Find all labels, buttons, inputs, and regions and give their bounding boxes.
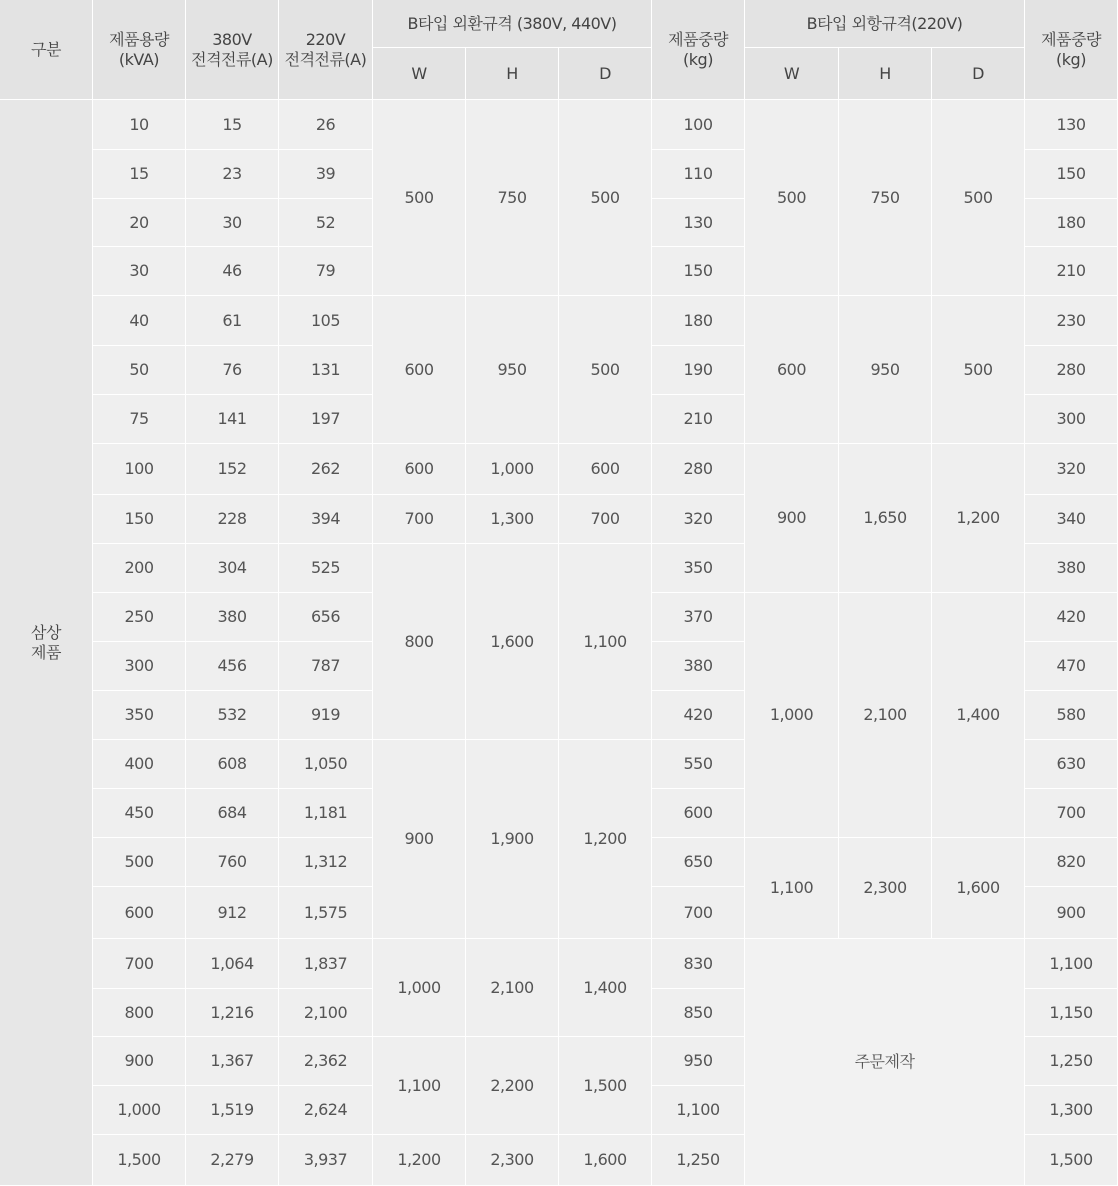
- header-current-220: 220V 전격전류(A): [279, 0, 373, 100]
- header-current-380: 380V 전격전류(A): [186, 0, 279, 100]
- weight-380-cell: 1,100: [652, 1086, 745, 1135]
- weight-220-cell: 1,250: [1025, 1037, 1118, 1086]
- capacity-cell: 900: [93, 1037, 186, 1086]
- dim-380-d-cell: 600: [559, 444, 652, 495]
- weight-380-cell: 420: [652, 691, 745, 740]
- dim-220-d-cell: 1,200: [932, 444, 1025, 593]
- current-220-cell: 26: [279, 100, 373, 150]
- current-220-cell: 2,624: [279, 1086, 373, 1135]
- weight-380-cell: 110: [652, 150, 745, 199]
- capacity-cell: 600: [93, 887, 186, 939]
- current-380-cell: 61: [186, 296, 279, 346]
- dim-380-h-cell: 2,300: [466, 1135, 559, 1186]
- dim-380-h-cell: 950: [466, 296, 559, 444]
- weight-220-cell: 1,150: [1025, 989, 1118, 1037]
- current-380-cell: 1,519: [186, 1086, 279, 1135]
- dim-380-d-cell: 700: [559, 495, 652, 544]
- dim-220-h-cell: 750: [839, 100, 932, 296]
- weight-380-cell: 210: [652, 395, 745, 444]
- dim-380-h-cell: 750: [466, 100, 559, 296]
- weight-220-cell: 470: [1025, 642, 1118, 691]
- dim-220-h-cell: 2,300: [839, 838, 932, 939]
- header-d-380: D: [559, 48, 652, 100]
- dim-220-w-cell: 600: [745, 296, 839, 444]
- current-380-cell: 15: [186, 100, 279, 150]
- current-380-cell: 228: [186, 495, 279, 544]
- header-category: 구분: [0, 0, 93, 100]
- dim-380-w-cell: 700: [373, 495, 466, 544]
- weight-220-cell: 420: [1025, 593, 1118, 642]
- weight-220-cell: 130: [1025, 100, 1118, 150]
- weight-220-cell: 210: [1025, 247, 1118, 296]
- current-380-cell: 141: [186, 395, 279, 444]
- current-380-cell: 304: [186, 544, 279, 593]
- dim-380-w-cell: 1,200: [373, 1135, 466, 1186]
- weight-220-cell: 280: [1025, 346, 1118, 395]
- capacity-cell: 450: [93, 789, 186, 838]
- current-380-cell: 76: [186, 346, 279, 395]
- dim-220-d-cell: 500: [932, 100, 1025, 296]
- current-220-cell: 1,575: [279, 887, 373, 939]
- dim-380-w-cell: 800: [373, 544, 466, 740]
- header-w-220: W: [745, 48, 839, 100]
- weight-380-cell: 150: [652, 247, 745, 296]
- capacity-cell: 30: [93, 247, 186, 296]
- current-380-cell: 532: [186, 691, 279, 740]
- current-380-cell: 2,279: [186, 1135, 279, 1186]
- dim-380-d-cell: 1,200: [559, 740, 652, 939]
- capacity-cell: 100: [93, 444, 186, 495]
- dim-220-d-cell: 1,600: [932, 838, 1025, 939]
- made-to-order-cell: 주문제작: [745, 939, 1025, 1186]
- current-380-cell: 152: [186, 444, 279, 495]
- current-220-cell: 52: [279, 199, 373, 247]
- current-380-cell: 1,064: [186, 939, 279, 989]
- capacity-cell: 500: [93, 838, 186, 887]
- header-w-380: W: [373, 48, 466, 100]
- capacity-cell: 800: [93, 989, 186, 1037]
- weight-220-cell: 340: [1025, 495, 1118, 544]
- dim-380-d-cell: 1,100: [559, 544, 652, 740]
- capacity-cell: 200: [93, 544, 186, 593]
- weight-220-cell: 700: [1025, 789, 1118, 838]
- current-220-cell: 525: [279, 544, 373, 593]
- dim-380-h-cell: 2,100: [466, 939, 559, 1037]
- dim-380-d-cell: 1,600: [559, 1135, 652, 1186]
- dim-380-d-cell: 500: [559, 296, 652, 444]
- capacity-cell: 50: [93, 346, 186, 395]
- header-weight-2: 제품중량 (kg): [1025, 0, 1118, 100]
- dim-380-w-cell: 600: [373, 296, 466, 444]
- weight-220-cell: 230: [1025, 296, 1118, 346]
- current-220-cell: 39: [279, 150, 373, 199]
- weight-380-cell: 600: [652, 789, 745, 838]
- weight-380-cell: 550: [652, 740, 745, 789]
- weight-380-cell: 950: [652, 1037, 745, 1086]
- current-380-cell: 30: [186, 199, 279, 247]
- weight-380-cell: 1,250: [652, 1135, 745, 1186]
- weight-220-cell: 300: [1025, 395, 1118, 444]
- current-380-cell: 23: [186, 150, 279, 199]
- dim-380-h-cell: 1,600: [466, 544, 559, 740]
- weight-380-cell: 130: [652, 199, 745, 247]
- dim-220-w-cell: 1,000: [745, 593, 839, 838]
- dim-220-w-cell: 900: [745, 444, 839, 593]
- dim-380-h-cell: 1,900: [466, 740, 559, 939]
- capacity-cell: 1,000: [93, 1086, 186, 1135]
- dim-380-h-cell: 1,000: [466, 444, 559, 495]
- weight-380-cell: 320: [652, 495, 745, 544]
- dim-380-w-cell: 500: [373, 100, 466, 296]
- current-220-cell: 2,100: [279, 989, 373, 1037]
- current-220-cell: 1,837: [279, 939, 373, 989]
- weight-380-cell: 830: [652, 939, 745, 989]
- current-220-cell: 1,312: [279, 838, 373, 887]
- current-220-cell: 105: [279, 296, 373, 346]
- weight-380-cell: 180: [652, 296, 745, 346]
- header-d-220: D: [932, 48, 1025, 100]
- capacity-cell: 1,500: [93, 1135, 186, 1186]
- weight-220-cell: 820: [1025, 838, 1118, 887]
- current-380-cell: 912: [186, 887, 279, 939]
- header-h-220: H: [839, 48, 932, 100]
- capacity-cell: 300: [93, 642, 186, 691]
- current-220-cell: 1,181: [279, 789, 373, 838]
- current-380-cell: 1,216: [186, 989, 279, 1037]
- weight-220-cell: 1,300: [1025, 1086, 1118, 1135]
- current-220-cell: 79: [279, 247, 373, 296]
- weight-380-cell: 650: [652, 838, 745, 887]
- capacity-cell: 700: [93, 939, 186, 989]
- dim-380-w-cell: 600: [373, 444, 466, 495]
- capacity-cell: 10: [93, 100, 186, 150]
- dim-220-h-cell: 1,650: [839, 444, 932, 593]
- dim-220-h-cell: 950: [839, 296, 932, 444]
- dim-220-d-cell: 500: [932, 296, 1025, 444]
- current-380-cell: 46: [186, 247, 279, 296]
- current-220-cell: 787: [279, 642, 373, 691]
- header-b-type-380-440: B타입 외환규격 (380V, 440V): [373, 0, 652, 48]
- header-weight-1: 제품중량 (kg): [652, 0, 745, 100]
- dim-380-d-cell: 500: [559, 100, 652, 296]
- dim-380-h-cell: 2,200: [466, 1037, 559, 1135]
- capacity-cell: 40: [93, 296, 186, 346]
- dim-220-w-cell: 1,100: [745, 838, 839, 939]
- weight-380-cell: 700: [652, 887, 745, 939]
- weight-220-cell: 320: [1025, 444, 1118, 495]
- weight-220-cell: 180: [1025, 199, 1118, 247]
- dim-220-d-cell: 1,400: [932, 593, 1025, 838]
- current-220-cell: 394: [279, 495, 373, 544]
- dim-380-h-cell: 1,300: [466, 495, 559, 544]
- weight-380-cell: 380: [652, 642, 745, 691]
- weight-220-cell: 630: [1025, 740, 1118, 789]
- current-220-cell: 262: [279, 444, 373, 495]
- capacity-cell: 20: [93, 199, 186, 247]
- weight-220-cell: 900: [1025, 887, 1118, 939]
- current-380-cell: 1,367: [186, 1037, 279, 1086]
- current-220-cell: 1,050: [279, 740, 373, 789]
- current-380-cell: 608: [186, 740, 279, 789]
- header-b-type-220: B타입 외항규격(220V): [745, 0, 1025, 48]
- current-220-cell: 2,362: [279, 1037, 373, 1086]
- capacity-cell: 150: [93, 495, 186, 544]
- weight-220-cell: 580: [1025, 691, 1118, 740]
- dim-380-d-cell: 1,400: [559, 939, 652, 1037]
- weight-380-cell: 370: [652, 593, 745, 642]
- dim-220-w-cell: 500: [745, 100, 839, 296]
- weight-220-cell: 380: [1025, 544, 1118, 593]
- current-220-cell: 919: [279, 691, 373, 740]
- dim-220-h-cell: 2,100: [839, 593, 932, 838]
- current-220-cell: 3,937: [279, 1135, 373, 1186]
- weight-220-cell: 1,500: [1025, 1135, 1118, 1186]
- current-380-cell: 456: [186, 642, 279, 691]
- header-h-380: H: [466, 48, 559, 100]
- weight-220-cell: 1,100: [1025, 939, 1118, 989]
- weight-380-cell: 190: [652, 346, 745, 395]
- current-380-cell: 760: [186, 838, 279, 887]
- capacity-cell: 250: [93, 593, 186, 642]
- current-220-cell: 656: [279, 593, 373, 642]
- dim-380-w-cell: 1,100: [373, 1037, 466, 1135]
- category-label: 삼상 제품: [0, 100, 93, 1186]
- weight-220-cell: 150: [1025, 150, 1118, 199]
- capacity-cell: 15: [93, 150, 186, 199]
- weight-380-cell: 850: [652, 989, 745, 1037]
- weight-380-cell: 280: [652, 444, 745, 495]
- weight-380-cell: 100: [652, 100, 745, 150]
- capacity-cell: 400: [93, 740, 186, 789]
- dim-380-w-cell: 1,000: [373, 939, 466, 1037]
- current-380-cell: 380: [186, 593, 279, 642]
- capacity-cell: 75: [93, 395, 186, 444]
- current-220-cell: 131: [279, 346, 373, 395]
- current-380-cell: 684: [186, 789, 279, 838]
- weight-380-cell: 350: [652, 544, 745, 593]
- dim-380-w-cell: 900: [373, 740, 466, 939]
- header-capacity: 제품용량 (kVA): [93, 0, 186, 100]
- dim-380-d-cell: 1,500: [559, 1037, 652, 1135]
- current-220-cell: 197: [279, 395, 373, 444]
- capacity-cell: 350: [93, 691, 186, 740]
